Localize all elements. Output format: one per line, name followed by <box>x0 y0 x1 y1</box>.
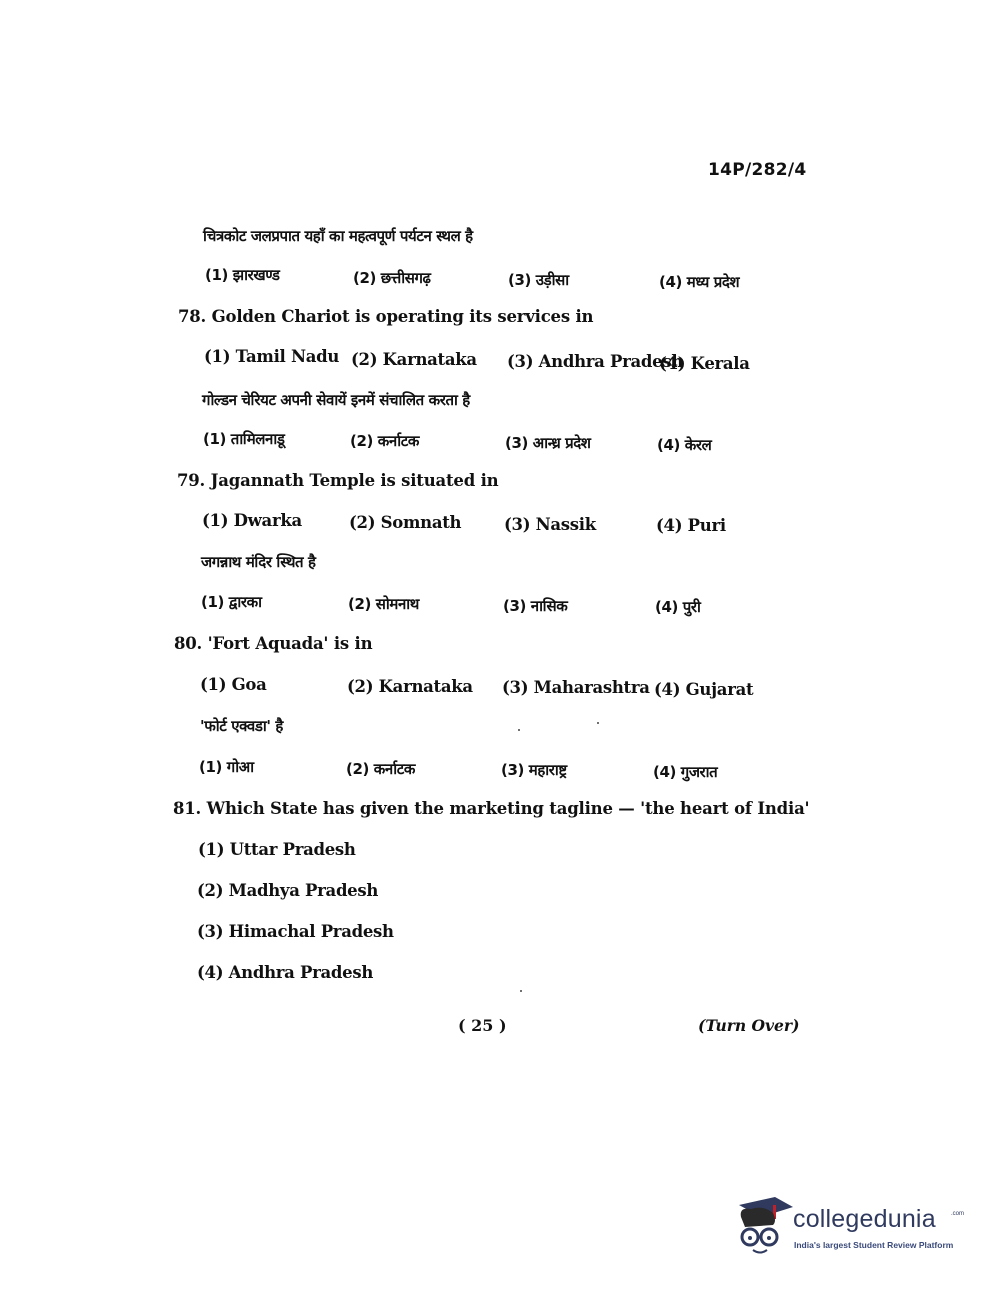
hindi-question: चित्रकोट जलप्रपात यहाँ का महत्वपूर्ण पर्यटन स्थल है <box>203 227 473 245</box>
hindi-option: (2) सोमनाथ <box>348 595 419 613</box>
hindi-option: (4) पुरी <box>655 598 701 616</box>
option: (2) Somnath <box>349 513 462 532</box>
hindi-option: (2) छत्तीसगढ़ <box>353 269 431 287</box>
option: (3) Nassik <box>504 515 596 534</box>
option: (4) Gujarat <box>654 680 754 699</box>
question-79: 79. Jagannath Temple is situated in <box>177 471 499 490</box>
brand-domain: .com <box>951 1211 965 1217</box>
option: (1) Dwarka <box>202 511 302 530</box>
option: (4) Kerala <box>659 354 750 373</box>
smile-icon <box>753 1250 767 1253</box>
option: (3) Himachal Pradesh <box>197 922 394 941</box>
scan-speck <box>597 722 599 724</box>
hindi-option: (4) केरल <box>657 436 712 454</box>
option: (2) Madhya Pradesh <box>197 881 379 900</box>
hindi-option: (4) मध्य प्रदेश <box>659 273 740 291</box>
scan-speck <box>520 990 522 992</box>
brand-name: collegedunia <box>793 1205 936 1233</box>
hindi-question: गोल्डन चेरियट अपनी सेवायें इनमें संचालित करता है <box>202 391 470 409</box>
question-81: 81. Which State has given the marketing tagline — 'the heart of India' <box>173 799 810 818</box>
paper-code: 14P/282/4 <box>708 160 807 180</box>
option: (3) Andhra Pradesh <box>507 352 684 371</box>
turn-over-note: (Turn Over) <box>698 1016 800 1035</box>
option: (2) Karnataka <box>347 677 473 696</box>
hindi-option: (3) आन्ध्र प्रदेश <box>505 434 591 452</box>
student-mascot-icon <box>733 1195 795 1265</box>
brand-tagline: India's largest Student Review Platform <box>794 1240 954 1250</box>
hindi-question: जगन्नाथ मंदिर स्थित है <box>201 553 316 571</box>
hindi-option: (3) नासिक <box>503 597 568 615</box>
hindi-question: 'फोर्ट एक्वडा' है <box>200 717 283 735</box>
hindi-option: (4) गुजरात <box>653 763 718 781</box>
scan-speck <box>518 729 520 731</box>
option: (1) Tamil Nadu <box>204 347 340 366</box>
option: (2) Karnataka <box>351 350 477 369</box>
hindi-option: (2) कर्नाटक <box>346 760 415 778</box>
hindi-option: (3) महाराष्ट्र <box>501 761 567 779</box>
page-number: ( 25 ) <box>458 1016 507 1035</box>
hindi-option: (3) उड़ीसा <box>508 271 569 289</box>
option: (1) Goa <box>200 675 267 694</box>
hindi-option: (2) कर्नाटक <box>350 432 419 450</box>
hindi-option: (1) तामिलनाडू <box>203 430 285 448</box>
collegedunia-watermark <box>733 1195 963 1265</box>
question-80: 80. 'Fort Aquada' is in <box>174 634 373 653</box>
question-78: 78. Golden Chariot is operating its services in <box>178 307 594 326</box>
option: (4) Puri <box>656 516 726 535</box>
hindi-option: (1) झारखण्ड <box>205 266 280 284</box>
hindi-option: (1) गोआ <box>199 758 254 776</box>
option: (1) Uttar Pradesh <box>198 840 356 859</box>
option: (4) Andhra Pradesh <box>197 963 374 982</box>
option: (3) Maharashtra <box>502 678 650 697</box>
hindi-option: (1) द्वारका <box>201 593 262 611</box>
